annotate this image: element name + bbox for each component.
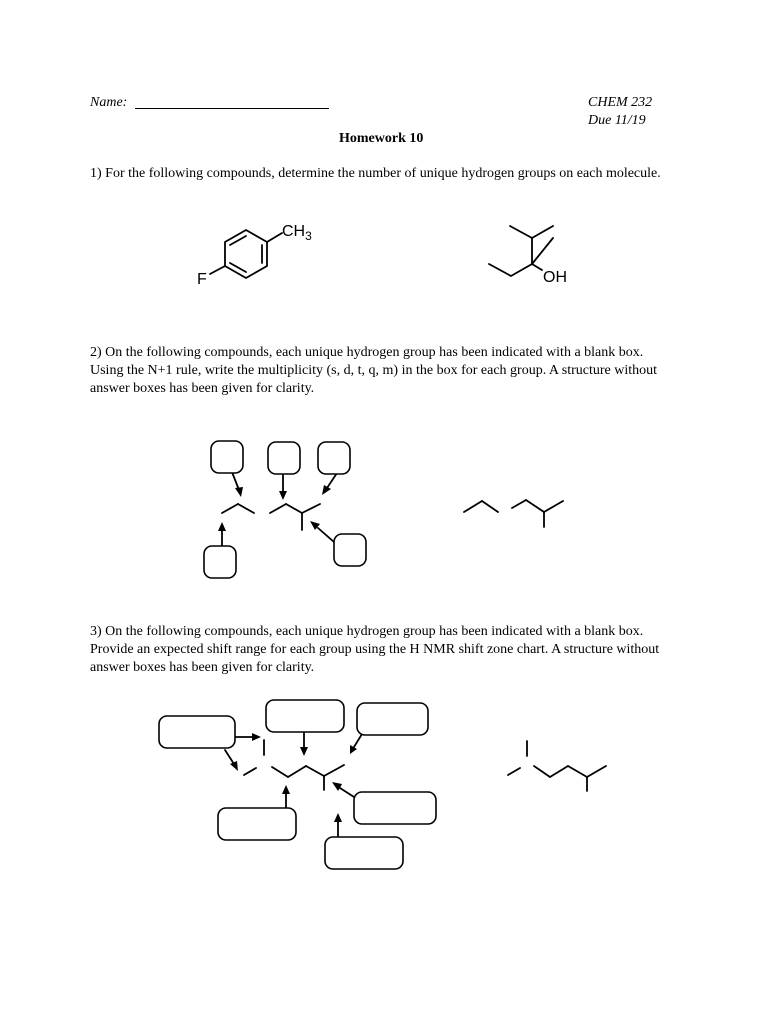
q2-answer-box-1[interactable] — [211, 441, 243, 473]
q2-answer-box-5[interactable] — [334, 534, 366, 566]
ch3-label: $CH_3$ — [282, 223, 312, 243]
q3-answer-box-6[interactable] — [325, 837, 403, 869]
homework-title: Homework 10 — [339, 131, 424, 146]
due-date: Due 11/19 — [588, 113, 646, 128]
q2-answer-box-3[interactable] — [318, 442, 350, 474]
fluorine-label: F — [197, 271, 207, 288]
name-label: Name: — [90, 95, 128, 110]
q3-answer-box-4[interactable] — [218, 808, 296, 840]
course-code: CHEM 232 — [588, 95, 653, 110]
q2-answer-box-4[interactable] — [204, 546, 236, 578]
q3-answer-box-2[interactable] — [266, 700, 344, 732]
q2-answer-box-2[interactable] — [268, 442, 300, 474]
q3-reference-structure — [508, 741, 606, 791]
q3-answer-box-1[interactable] — [159, 716, 235, 748]
q2-reference-structure — [464, 500, 563, 527]
hydroxyl-label: OH — [543, 269, 567, 286]
question-2-text: 2) On the following compounds, each unique hydrogen group has been indicated with a blank box. Using the N+1 rule, write the multiplicity (s, d, t, q, m) in the box for each group. A structure without answer boxes has been given for clarity. — [90, 345, 658, 396]
q3-answer-box-3[interactable] — [357, 703, 428, 735]
q3-labeled-structure — [244, 740, 344, 790]
question-3-text: 3) On the following compounds, each unique hydrogen group has been indicated with a blank box. Provide an expected shift range for each group using the H NMR shift zone chart. A structure without answer boxes has been given for clarity. — [90, 624, 660, 675]
q3-answer-box-5[interactable] — [354, 792, 436, 824]
q2-labeled-structure — [222, 504, 320, 530]
question-1-text: 1) For the following compounds, determine the number of unique hydrogen groups on each molecule. — [90, 166, 661, 181]
q2-arrows — [222, 472, 337, 546]
fluorotoluene-structure — [210, 230, 282, 278]
